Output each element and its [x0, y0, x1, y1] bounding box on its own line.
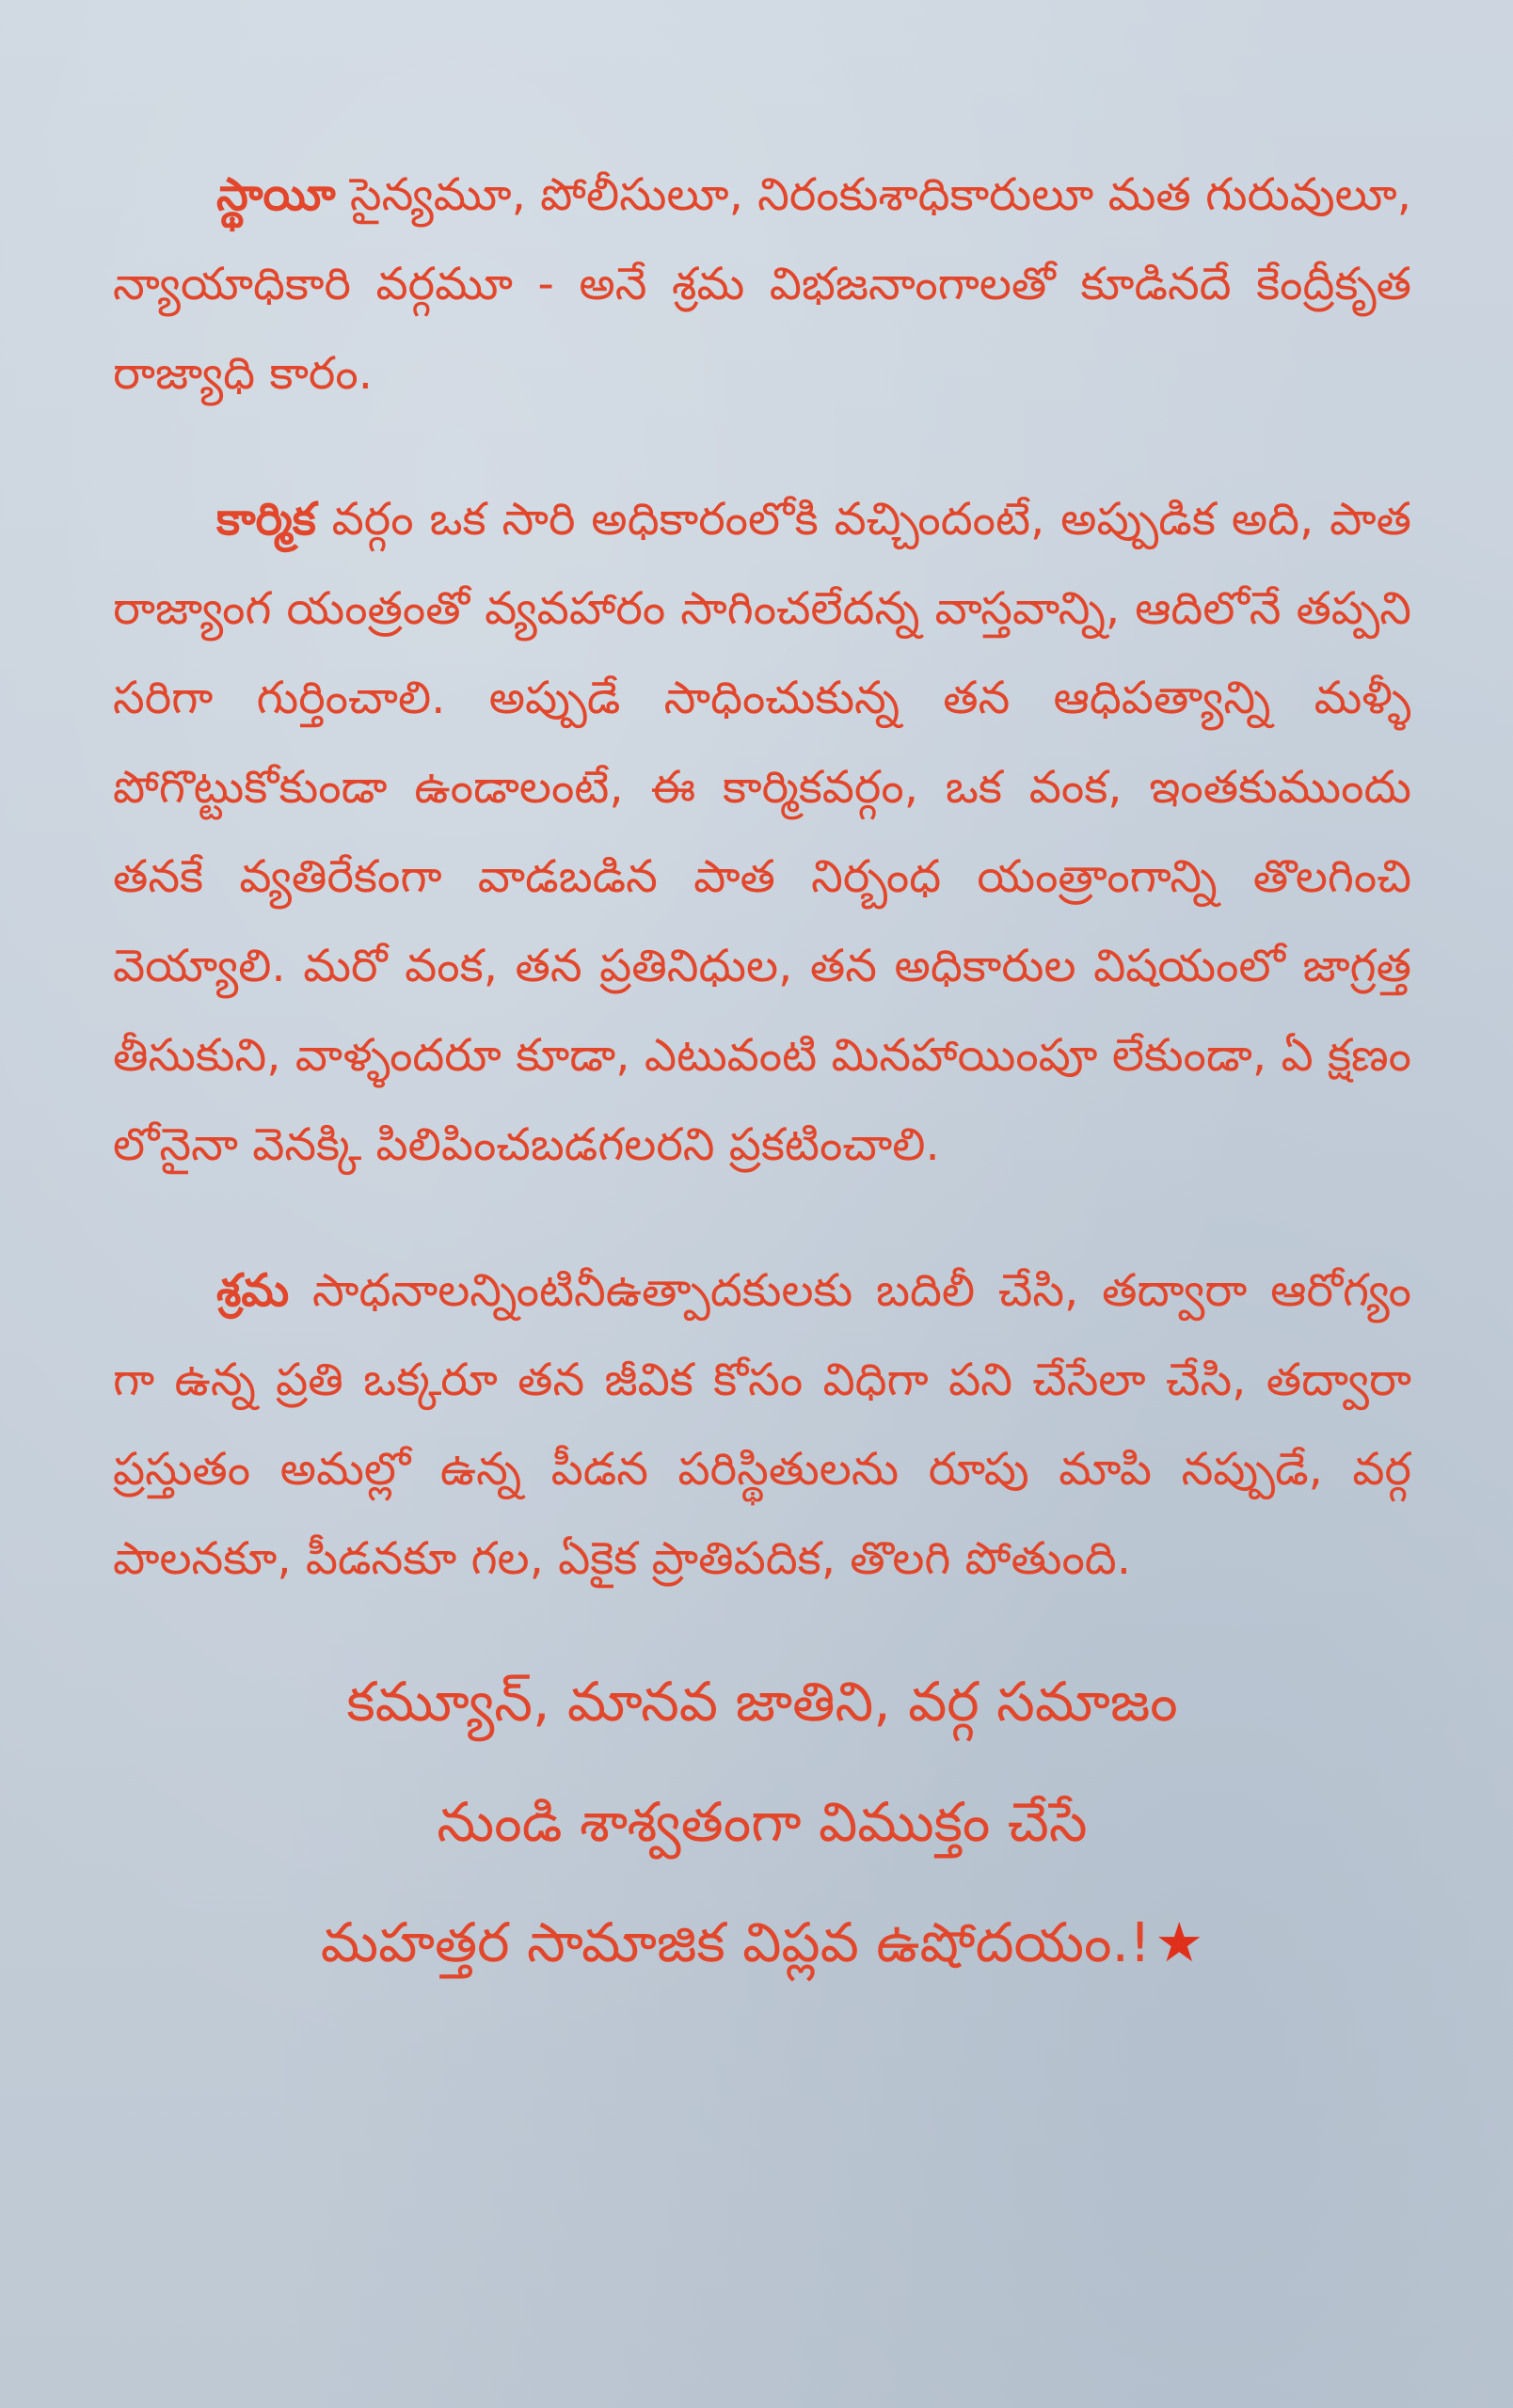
paragraph-3 — [113, 1246, 1411, 1604]
paragraph-2-lead: కార్మిక — [216, 493, 316, 546]
paragraph-2 — [113, 475, 1411, 1190]
closing-line-3-text: మహత్తర సామాజిక విప్లవ ఉషోదయం.! — [320, 1910, 1152, 1974]
document-body — [113, 150, 1411, 2003]
paragraph-3-lead: శ్రమ — [216, 1264, 290, 1317]
paragraph-2-text: వర్గం ఒక సారి అధికారంలోకి వచ్చిందంటే, అప్పుడిక అది, పాత రాజ్యాంగ యంత్రంతో వ్యవహారం సాగించలేదన్న వాస్తవాన్ని, ఆదిలోనే తప్పని సరిగా గుర్తించాలి. అప్పుడే సాధించుకున్న తన ఆధిపత్యాన్ని మళ్ళీ పోగొట్టుకోకుండా ఉండాలంటే, ఈ కార్మికవర్గం, ఒక వంక, ఇంతకుముందు తనకే వ్యతిరేకంగా వాడబడిన పాత నిర్బంధ యంత్రాంగాన్ని తొలగించి వెయ్యాలి. మరో వంక, తన ప్రతినిధుల, తన అధికారుల విషయంలో జాగ్రత్త తీసుకుని, వాళ్ళందరూ కూడా, ఎటువంటి మినహాయింపూ లేకుండా, ఏ క్షణం లోనైనా వెనక్కి పిలిపించబడగలరని ప్రకటించాలి. — [113, 493, 1411, 1171]
paragraph-3-text: సాధనాలన్నింటినీఉత్పాదకులకు బదిలీ చేసి, తద్వారా ఆరోగ్యం గా ఉన్న ప్రతి ఒక్కరూ తన జీవిక కోసం విధిగా పని చేసేలా చేసి, తద్వారా ప్రస్తుతం అమల్లో ఉన్న పీడన పరిస్థితులను రూపు మాపి నప్పుడే, వర్గ పాలనకూ, పీడనకూ గల, ఏకైక ప్రాతిపదిక, తొలగి పోతుంది. — [113, 1264, 1411, 1585]
closing-line-2: నుండి శాశ్వతంగా విముక్తం చేసే — [437, 1790, 1088, 1854]
closing-line-1: కమ్యూన్, మానవ జాతిని, వర్గ సమాజం — [346, 1670, 1178, 1734]
closing-line-3 — [113, 1882, 1411, 2003]
star-icon: ★ — [1155, 1910, 1204, 1974]
paragraph-1-lead: స్థాయీ — [216, 168, 336, 221]
paragraph-1 — [113, 150, 1411, 419]
closing-statement — [113, 1641, 1411, 2003]
paragraph-1-text: సైన్యమూ, పోలీసులూ, నిరంకుశాధికారులూ మత గురువులూ, న్యాయాధికారి వర్గమూ - అనే శ్రమ విభజనాంగాలతో కూడినదే కేంద్రీకృత రాజ్యాధి కారం. — [113, 168, 1411, 400]
